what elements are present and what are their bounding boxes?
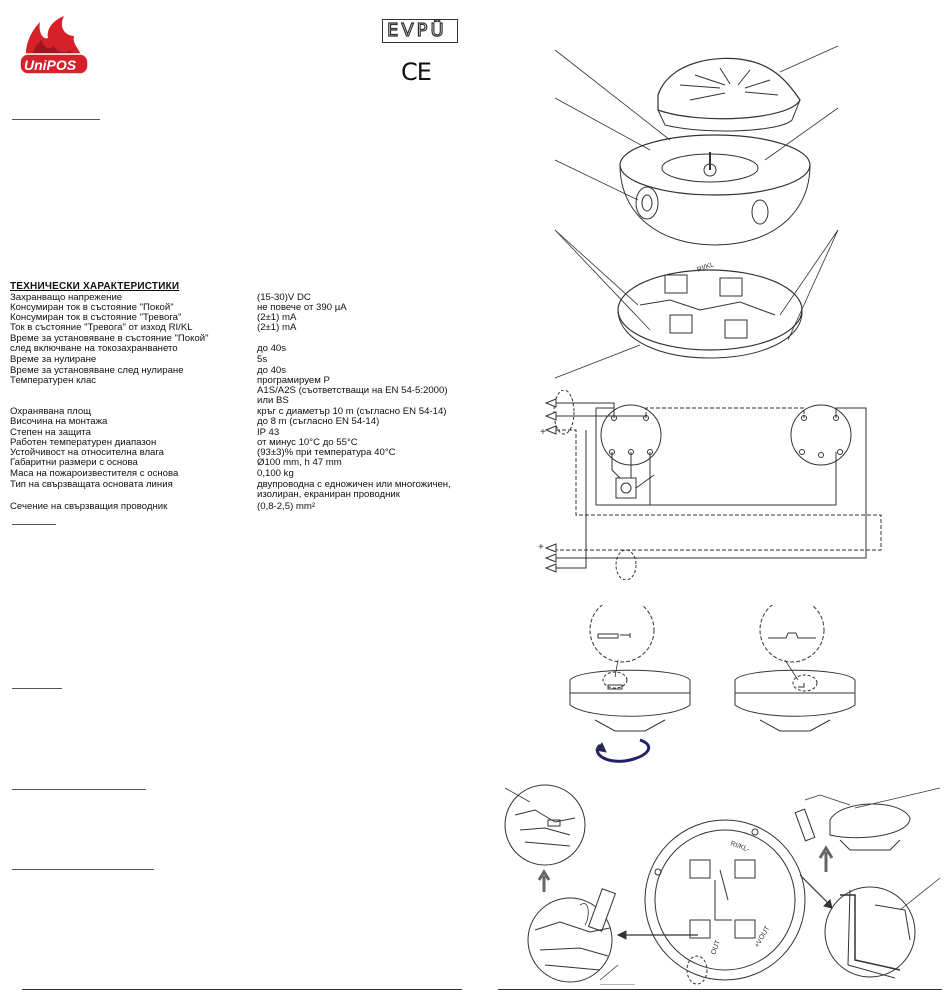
spec-label: Тип на свързващата основата линия [10, 479, 173, 490]
specs-title: ТЕХНИЧЕСКИ ХАРАКТЕРИСТИКИ [10, 281, 180, 292]
spec-label: Маса на пожароизвестителя с основа [10, 468, 179, 479]
spec-value: IP 43 [257, 427, 280, 438]
spec-label: Устойчивост на относителна влага [10, 447, 165, 458]
section-rule-1 [12, 119, 100, 120]
detector-cap [658, 58, 800, 131]
spec-value: не повече от 390 µA [257, 302, 347, 313]
spec-label: Сечение на свързващия проводник [10, 501, 168, 512]
end-of-line-element [616, 478, 636, 498]
spec-label: Температурен клас [10, 375, 97, 386]
spec-label: Ток в състояние "Тревога" от изход RI/KL [10, 322, 193, 333]
base-out-label: OUT [710, 939, 722, 956]
unipos-logo [18, 14, 90, 82]
plus-sign-top: + [540, 427, 546, 438]
footer-rule-left [22, 989, 462, 990]
detector-body [620, 135, 810, 245]
spec-label: Работен температурен диапазон [10, 437, 157, 448]
board-label: RI/KL [696, 261, 716, 274]
section-rule-2 [12, 524, 56, 525]
spec-label: Захранващо напрежение [10, 292, 123, 303]
plus-sign-bottom: + [538, 542, 544, 553]
spec-value: до 40s [257, 343, 287, 354]
spec-label: Време за нулиране [10, 354, 97, 365]
spec-label: Време за установяване след нулиране [10, 365, 184, 376]
footer-rule-right [498, 989, 942, 990]
spec-label: след включване на токозахранването [10, 343, 178, 354]
leader-lines [555, 46, 838, 378]
spec-label: Степен на защита [10, 427, 91, 438]
detector-base [618, 261, 802, 358]
spec-value: 0,100 kg [257, 468, 294, 479]
jumper-element [589, 889, 616, 931]
wiring-diagram [536, 390, 896, 580]
spec-label: Консумиран ток в състояние "Покой" [10, 302, 174, 313]
spec-value: 5s [257, 354, 268, 365]
base-board-label: RI/KL- [729, 840, 751, 854]
section-rule-5 [12, 869, 154, 870]
spec-value: (93±3)% при температура 40°C [257, 447, 396, 458]
spec-value: до 40s [257, 365, 287, 376]
spec-label: Консумиран ток в състояние "Тревога" [10, 312, 182, 323]
spec-value: Ø100 mm, h 47 mm [257, 457, 342, 468]
spec-label: Височина на монтажа [10, 416, 108, 427]
spec-label: Охранявана площ [10, 406, 92, 417]
spec-value: (15-30)V DC [257, 292, 311, 303]
spec-value: до 8 m (съгласно EN 54-14) [257, 416, 380, 427]
logo-wordmark: UniPOS [24, 57, 77, 73]
exploded-view-diagram [520, 40, 950, 385]
spec-value: изолиран, екраниран проводник [257, 489, 400, 500]
spec-value: (2±1) mA [257, 312, 297, 323]
spec-value: кръг с диаметър 10 m (съгласно EN 54-14) [257, 406, 447, 417]
spec-label: Време за установяване в състояние "Покой" [10, 333, 209, 344]
evpu-text: EVPÜ [387, 20, 447, 41]
cap-locking-diagram [560, 605, 860, 775]
spec-value: (0,8-2,5) mm² [257, 501, 316, 512]
ce-mark: CE [401, 58, 431, 86]
base-installation-diagram [500, 780, 945, 985]
section-rule-4 [12, 789, 146, 790]
spec-label: Габаритни размери с основа [10, 457, 138, 468]
spec-value: програмируем P [257, 375, 330, 386]
spec-value: от минус 10°C до 55°C [257, 437, 358, 448]
spec-value: (2±1) mA [257, 322, 297, 333]
evpu-mark [382, 19, 458, 43]
section-rule-3 [12, 688, 62, 689]
spec-value: A1S/A2S (съответстващи на EN 54-5:2000) [257, 385, 448, 396]
spec-value: двупроводна с едножичен или многожичен, [257, 479, 451, 490]
base-vout-label: +VOUT [753, 925, 772, 949]
spec-value: или BS [257, 395, 289, 406]
